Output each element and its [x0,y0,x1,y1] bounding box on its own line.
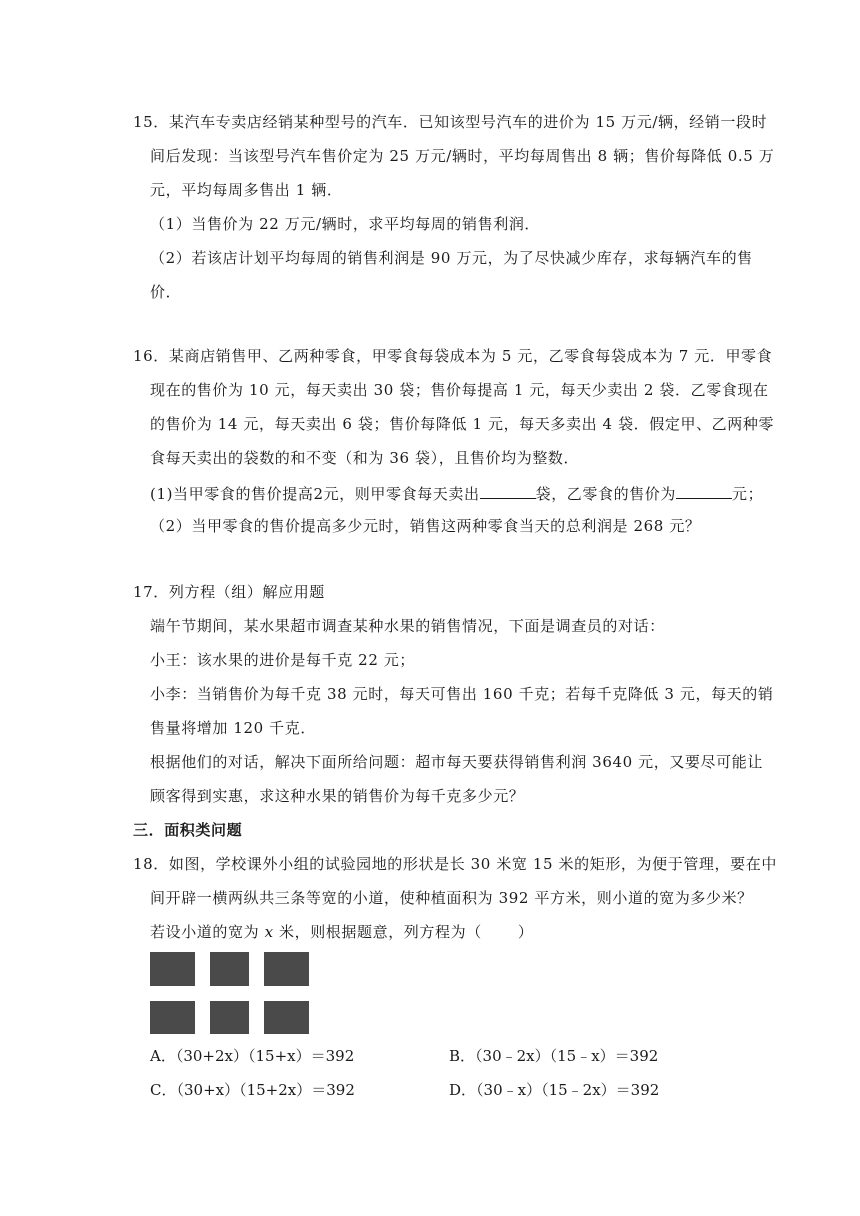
garden-plot-figure [150,952,309,1034]
q17-title: 17．列方程（组）解应用题 [133,583,325,601]
q18-line-2: 间开辟一横两纵共三条等宽的小道，使种植面积为 392 平方米，则小道的宽为多少米？ [150,889,753,907]
q17-line-4: 售量将增加 120 千克． [150,719,316,737]
q17-line-6: 顾客得到实惠，求这种水果的销售价为每千克多少元？ [150,787,525,805]
q15-part-2: （2）若该店计划平均每周的销售利润是 90 万元，为了尽快减少库存，求每辆汽车的售 [150,249,753,267]
q15-line-3: 元，平均每周多售出 1 辆． [150,181,343,199]
option-d[interactable]: D．（30﹣x）（15﹣2x）＝392 [449,1081,660,1099]
q15-part-2-cont: 价． [150,283,182,301]
variable-x: x [264,923,274,941]
q16-line-2: 现在的售价为 10 元，每天卖出 30 袋；售价每提高 1 元，每天少卖出 2 袋．乙零食现在 [150,381,769,399]
vertical-path-left [195,952,210,1034]
q16-part-2: （2）当甲零食的售价提高多少元时，销售这两种零食当天的总利润是 268 元？ [150,517,701,535]
option-a[interactable]: A．（30+2x）（15+x）＝392 [150,1047,355,1065]
q17-line-3: 小李：当销售价为每千克 38 元时，每天可售出 160 千克；若每千克降低 3 元，每天的销 [150,685,774,703]
horizontal-path [150,986,309,1001]
q17-line-1: 端午节期间，某水果超市调查某种水果的销售情况，下面是调查员的对话： [150,617,665,635]
q16-part-1 [150,482,763,504]
vertical-path-right [249,952,264,1034]
q15-part-1: （1）当售价为 22 万元/辆时，求平均每周的销售利润． [150,215,541,233]
q18-line-3 [150,922,533,942]
q17-line-5: 根据他们的对话，解决下面所给问题：超市每天要获得销售利润 3640 元，又要尽可能让 [150,753,763,771]
q16-line-4: 食每天卖出的袋数的和不变（和为 36 袋），且售价均为整数． [150,449,580,467]
q16-part-1-text-c: 元； [732,485,764,503]
q18-line-3-text-a: 若设小道的宽为 [150,923,265,941]
option-c[interactable]: C．（30+x）（15+2x）＝392 [150,1081,355,1099]
q18-line-3-text-b: 米，则根据题意，列方程为（ [273,923,482,941]
q18-line-1: 18．如图，学校课外小组的试验园地的形状是长 30 米宽 15 米的矩形，为便于管理，要在中 [133,855,777,873]
answer-blank-2[interactable] [676,482,732,499]
q16-part-1-text-b: 袋，乙零食的售价为 [535,485,676,503]
option-b[interactable]: B．（30﹣2x）（15﹣x）＝392 [449,1047,659,1065]
q16-part-1-text-a: (1)当甲零食的售价提高2元，则甲零食每天卖出 [150,485,480,503]
q15-line-2: 间后发现：当该型号汽车售价定为 25 万元/辆时，平均每周售出 8 辆；售价每降低 0.5 万 [150,147,775,165]
q15-line-1: 15．某汽车专卖店经销某种型号的汽车．已知该型号汽车的进价为 15 万元/辆，经销一段时 [133,113,768,131]
q18-line-3-text-c: ） [517,923,534,941]
q16-line-3: 的售价为 14 元，每天卖出 6 袋；售价每降低 1 元，每天多卖出 4 袋．假定甲、乙两种零 [150,415,775,433]
q16-line-1: 16．某商店销售甲、乙两种零食，甲零食每袋成本为 5 元，乙零食每袋成本为 7 元．甲零食 [133,347,773,365]
q17-line-2: 小王：该水果的进价是每千克 22 元； [150,651,416,669]
answer-blank-1[interactable] [480,482,536,499]
section-heading: 三．面积类问题 [133,821,243,839]
